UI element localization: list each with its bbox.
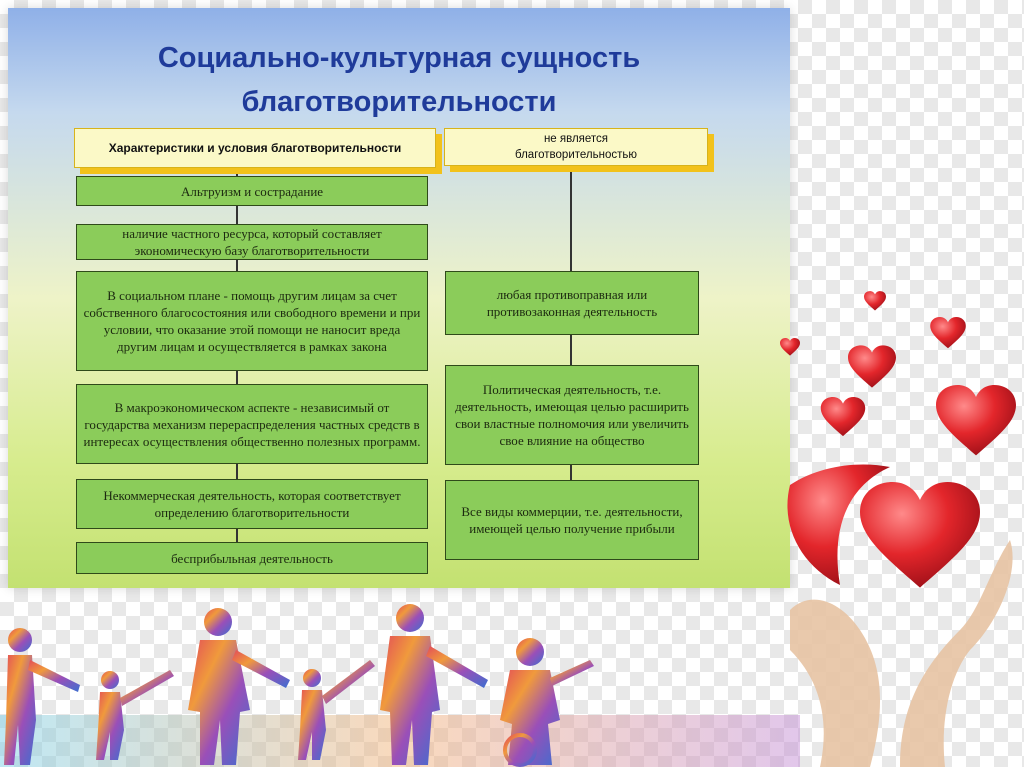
right-item-3: Все виды коммерции, т.е. деятельности, имеющей целью получение прибыли <box>445 480 699 560</box>
person-head-1 <box>8 628 32 652</box>
heart-icon-2 <box>930 317 966 348</box>
heart-icon-1 <box>864 291 886 310</box>
slide-panel <box>8 8 790 588</box>
heart-icon-3 <box>780 338 800 356</box>
right-column-header <box>444 128 708 166</box>
left-column-header: Характеристики и условия благотворительности <box>74 128 436 168</box>
right-header-line-2: благотворительностью <box>515 149 637 161</box>
right-item-1: любая противоправная или противозаконная деятельность <box>445 271 699 335</box>
left-item-5: Некоммерческая деятельность, которая соответствует определению благотворительности <box>76 479 428 529</box>
heart-icon-4 <box>848 345 896 387</box>
left-item-3: В социальном плане - помощь другим лицам за счет собственного благосостояния или свободного времени и при условии, что оказание этой помощи не наносит вреда другим лицам и осуществляется в рамках закона <box>76 271 428 371</box>
left-item-4: В макроэкономическом аспекте - независимый от государства механизм перераспределения частных средств в интересах осуществления общественно полезных программ. <box>76 384 428 464</box>
left-item-1: Альтруизм и сострадание <box>76 176 428 206</box>
slide-title <box>8 36 790 124</box>
left-hand-icon <box>790 600 880 767</box>
heart-icon-6 <box>936 385 1016 455</box>
title-line-2: благотворительности <box>241 86 557 118</box>
title-line-1: Социально-культурная сущность <box>157 42 641 74</box>
right-item-2: Политическая деятельность, т.е. деятельность, имеющая целью расширить свои властные полномочия или увеличить свое влияние на общество <box>445 365 699 465</box>
heart-icon-5 <box>821 397 865 436</box>
right-header-line-1: не является <box>543 133 609 145</box>
right-hand-icon <box>900 540 1013 767</box>
left-item-6: бесприбыльная деятельность <box>76 542 428 574</box>
people-silhouettes-decoration <box>0 600 800 767</box>
open-hands-decoration <box>770 480 1024 767</box>
left-item-2: наличие частного ресурса, который составляет экономическую базу благотворительности <box>76 224 428 260</box>
